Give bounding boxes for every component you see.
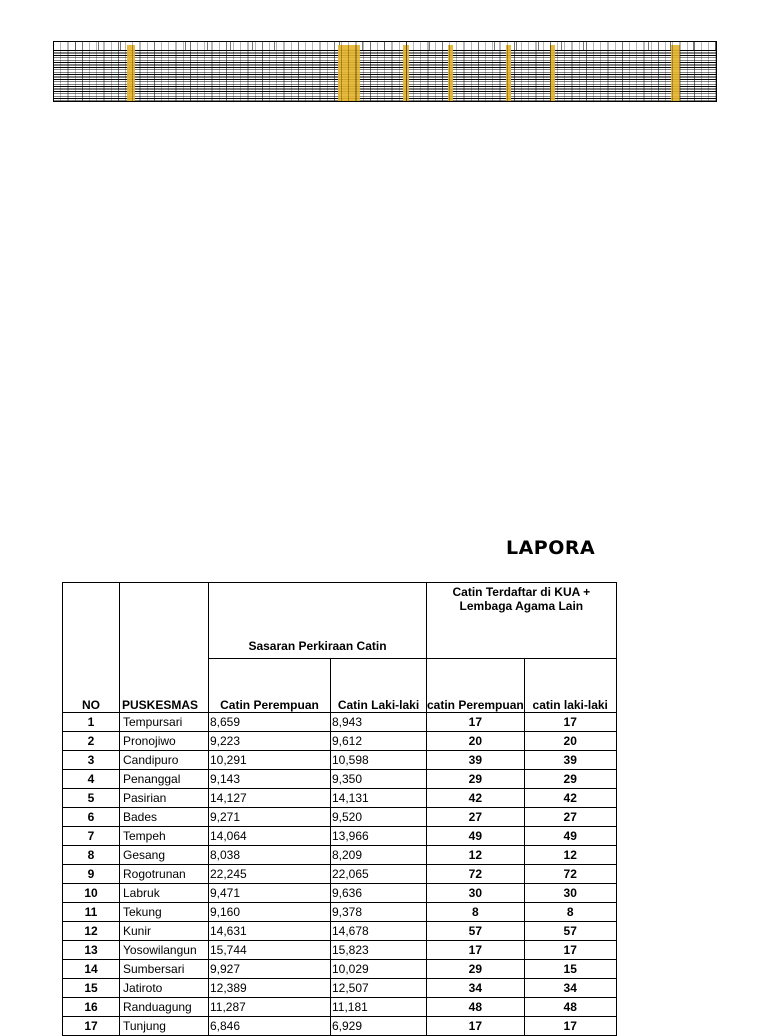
kua-perempuan-count: 39 bbox=[427, 751, 525, 770]
puskesmas-name: Yosowilangun bbox=[120, 941, 209, 960]
catin-laki-value: 15,823 bbox=[331, 941, 427, 960]
group-header-sasaran: Sasaran Perkiraan Catin bbox=[209, 583, 427, 659]
row-number: 15 bbox=[63, 979, 120, 998]
table-row bbox=[63, 998, 617, 1017]
catin-perempuan-value: 14,127 bbox=[209, 789, 331, 808]
kua-laki-count: 17 bbox=[524, 1017, 616, 1036]
kua-laki-count: 42 bbox=[524, 789, 616, 808]
catin-laki-value: 9,520 bbox=[331, 808, 427, 827]
kua-perempuan-count: 29 bbox=[427, 770, 525, 789]
table-row bbox=[63, 903, 617, 922]
column-header-puskesmas: PUSKESMAS bbox=[120, 583, 209, 713]
puskesmas-name: Penanggal bbox=[120, 770, 209, 789]
kua-laki-count: 72 bbox=[524, 865, 616, 884]
row-number: 17 bbox=[63, 1017, 120, 1036]
table-row bbox=[63, 789, 617, 808]
kua-perempuan-count: 57 bbox=[427, 922, 525, 941]
table-row bbox=[63, 865, 617, 884]
puskesmas-name: Tekung bbox=[120, 903, 209, 922]
catin-laki-value: 12,507 bbox=[331, 979, 427, 998]
kua-laki-count: 27 bbox=[524, 808, 616, 827]
puskesmas-name: Tempeh bbox=[120, 827, 209, 846]
kua-laki-count: 12 bbox=[524, 846, 616, 865]
table-row bbox=[63, 751, 617, 770]
kua-laki-count: 17 bbox=[524, 941, 616, 960]
report-title: LAPORA bbox=[506, 537, 596, 559]
catin-laki-value: 14,131 bbox=[331, 789, 427, 808]
catin-laki-value: 6,929 bbox=[331, 1017, 427, 1036]
catin-report-table bbox=[62, 582, 617, 1036]
catin-perempuan-value: 22,245 bbox=[209, 865, 331, 884]
kua-laki-count: 34 bbox=[524, 979, 616, 998]
catin-perempuan-value: 9,927 bbox=[209, 960, 331, 979]
kua-perempuan-count: 8 bbox=[427, 903, 525, 922]
table-row bbox=[63, 941, 617, 960]
kua-laki-count: 48 bbox=[524, 998, 616, 1017]
catin-laki-value: 22,065 bbox=[331, 865, 427, 884]
catin-laki-value: 8,209 bbox=[331, 846, 427, 865]
puskesmas-name: Tempursari bbox=[120, 713, 209, 732]
table-row bbox=[63, 713, 617, 732]
column-header-no: NO bbox=[63, 583, 120, 713]
catin-laki-value: 10,029 bbox=[331, 960, 427, 979]
row-number: 13 bbox=[63, 941, 120, 960]
table-header bbox=[63, 583, 617, 713]
catin-perempuan-value: 12,389 bbox=[209, 979, 331, 998]
kua-perempuan-count: 20 bbox=[427, 732, 525, 751]
catin-perempuan-value: 9,471 bbox=[209, 884, 331, 903]
puskesmas-name: Pasirian bbox=[120, 789, 209, 808]
kua-perempuan-count: 17 bbox=[427, 941, 525, 960]
catin-perempuan-value: 14,064 bbox=[209, 827, 331, 846]
puskesmas-name: Randuagung bbox=[120, 998, 209, 1017]
catin-perempuan-value: 6,846 bbox=[209, 1017, 331, 1036]
kua-perempuan-count: 30 bbox=[427, 884, 525, 903]
row-number: 3 bbox=[63, 751, 120, 770]
row-number: 14 bbox=[63, 960, 120, 979]
puskesmas-name: Kunir bbox=[120, 922, 209, 941]
puskesmas-name: Gesang bbox=[120, 846, 209, 865]
kua-perempuan-count: 12 bbox=[427, 846, 525, 865]
table-row bbox=[63, 732, 617, 751]
catin-laki-value: 9,378 bbox=[331, 903, 427, 922]
kua-perempuan-count: 48 bbox=[427, 998, 525, 1017]
puskesmas-name: Tunjung bbox=[120, 1017, 209, 1036]
kua-laki-count: 8 bbox=[524, 903, 616, 922]
kua-laki-count: 30 bbox=[524, 884, 616, 903]
catin-laki-value: 10,598 bbox=[331, 751, 427, 770]
catin-perempuan-value: 15,744 bbox=[209, 941, 331, 960]
kua-perempuan-count: 42 bbox=[427, 789, 525, 808]
row-number: 12 bbox=[63, 922, 120, 941]
row-number: 5 bbox=[63, 789, 120, 808]
table-row bbox=[63, 960, 617, 979]
kua-perempuan-count: 17 bbox=[427, 713, 525, 732]
row-number: 11 bbox=[63, 903, 120, 922]
kua-perempuan-count: 17 bbox=[427, 1017, 525, 1036]
puskesmas-name: Sumbersari bbox=[120, 960, 209, 979]
table-row bbox=[63, 979, 617, 998]
catin-perempuan-value: 8,659 bbox=[209, 713, 331, 732]
row-number: 1 bbox=[63, 713, 120, 732]
catin-perempuan-value: 11,287 bbox=[209, 998, 331, 1017]
catin-laki-value: 9,350 bbox=[331, 770, 427, 789]
table-row bbox=[63, 808, 617, 827]
row-number: 7 bbox=[63, 827, 120, 846]
puskesmas-name: Labruk bbox=[120, 884, 209, 903]
puskesmas-name: Rogotrunan bbox=[120, 865, 209, 884]
catin-laki-value: 9,636 bbox=[331, 884, 427, 903]
kua-laki-count: 29 bbox=[524, 770, 616, 789]
kua-laki-count: 17 bbox=[524, 713, 616, 732]
column-header-kua-laki: catin laki-laki bbox=[524, 659, 616, 713]
kua-laki-count: 49 bbox=[524, 827, 616, 846]
catin-perempuan-value: 9,271 bbox=[209, 808, 331, 827]
catin-laki-value: 11,181 bbox=[331, 998, 427, 1017]
catin-perempuan-value: 9,223 bbox=[209, 732, 331, 751]
catin-laki-value: 14,678 bbox=[331, 922, 427, 941]
catin-laki-value: 9,612 bbox=[331, 732, 427, 751]
row-number: 8 bbox=[63, 846, 120, 865]
puskesmas-name: Bades bbox=[120, 808, 209, 827]
table-row bbox=[63, 770, 617, 789]
kua-perempuan-count: 34 bbox=[427, 979, 525, 998]
kua-laki-count: 57 bbox=[524, 922, 616, 941]
catin-perempuan-value: 9,160 bbox=[209, 903, 331, 922]
row-number: 2 bbox=[63, 732, 120, 751]
puskesmas-name: Jatiroto bbox=[120, 979, 209, 998]
table-row bbox=[63, 884, 617, 903]
puskesmas-name: Candipuro bbox=[120, 751, 209, 770]
table-body bbox=[63, 713, 617, 1036]
catin-laki-value: 8,943 bbox=[331, 713, 427, 732]
spreadsheet-overview-thumbnail bbox=[53, 41, 717, 102]
row-number: 9 bbox=[63, 865, 120, 884]
kua-laki-count: 20 bbox=[524, 732, 616, 751]
thumbnail-columns bbox=[54, 42, 716, 101]
kua-perempuan-count: 72 bbox=[427, 865, 525, 884]
catin-laki-value: 13,966 bbox=[331, 827, 427, 846]
table-row bbox=[63, 846, 617, 865]
column-header-catin-laki: Catin Laki-laki bbox=[331, 659, 427, 713]
puskesmas-name: Pronojiwo bbox=[120, 732, 209, 751]
table-row bbox=[63, 827, 617, 846]
column-header-catin-perempuan: Catin Perempuan bbox=[209, 659, 331, 713]
catin-perempuan-value: 14,631 bbox=[209, 922, 331, 941]
table-row bbox=[63, 1017, 617, 1036]
table-row bbox=[63, 922, 617, 941]
group-header-kua: Catin Terdaftar di KUA + Lembaga Agama Lain bbox=[427, 583, 617, 659]
row-number: 6 bbox=[63, 808, 120, 827]
kua-laki-count: 39 bbox=[524, 751, 616, 770]
catin-perempuan-value: 10,291 bbox=[209, 751, 331, 770]
catin-perempuan-value: 9,143 bbox=[209, 770, 331, 789]
row-number: 4 bbox=[63, 770, 120, 789]
kua-perempuan-count: 49 bbox=[427, 827, 525, 846]
catin-perempuan-value: 8,038 bbox=[209, 846, 331, 865]
row-number: 16 bbox=[63, 998, 120, 1017]
kua-perempuan-count: 27 bbox=[427, 808, 525, 827]
row-number: 10 bbox=[63, 884, 120, 903]
kua-perempuan-count: 29 bbox=[427, 960, 525, 979]
column-header-kua-perempuan: catin Perempuan bbox=[427, 659, 525, 713]
kua-laki-count: 15 bbox=[524, 960, 616, 979]
